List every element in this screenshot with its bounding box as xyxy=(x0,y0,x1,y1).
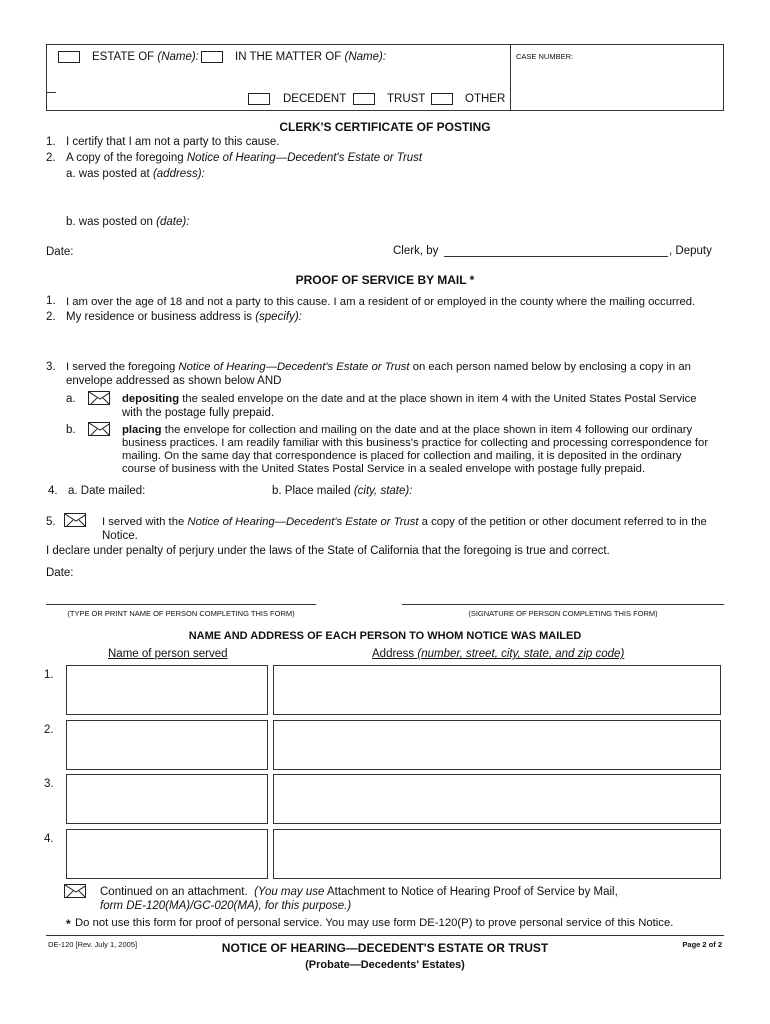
estate-of-checkbox[interactable] xyxy=(58,51,80,63)
proof-item1-num: 1. xyxy=(46,295,56,307)
proof-item1-text: I am over the age of 18 and not a party to this cause. I am a resident of or employed in the county where the mailing occurred. xyxy=(66,296,696,308)
page-number: Page 2 of 2 xyxy=(682,940,722,949)
proof-item3b-label: b. xyxy=(66,424,76,436)
star-mark: * xyxy=(66,917,71,931)
in-the-matter-of-label: IN THE MATTER OF (Name): xyxy=(235,51,387,63)
envelope-icon xyxy=(65,885,86,898)
form-id: DE-120 [Rev. July 1, 2005] xyxy=(48,940,138,949)
case-number-label: CASE NUMBER: xyxy=(516,52,574,61)
clerk-item2-num: 2. xyxy=(46,152,56,164)
type-name-caption: (TYPE OR PRINT NAME OF PERSON COMPLETING THIS FORM) xyxy=(67,609,295,618)
address-field-4[interactable] xyxy=(273,829,721,879)
row-number: 3. xyxy=(44,778,54,790)
proof-item5-text: I served with the Notice of Hearing—Decedent's Estate or Trust a copy of the petition or other document referred to in the xyxy=(102,516,707,528)
col-name-header: Name of person served xyxy=(108,648,228,660)
clerk-item2-text: A copy of the foregoing Notice of Hearing—Decedent's Estate or Trust xyxy=(66,152,423,164)
mailed-list-title: NAME AND ADDRESS OF EACH PERSON TO WHOM NOTICE WAS MAILED xyxy=(188,630,582,642)
proof-item3b-text: placing the envelope for collection and mailing on the date and at the place shown in item 4 following our ordinary xyxy=(122,424,693,436)
signature-caption: (SIGNATURE OF PERSON COMPLETING THIS FORM) xyxy=(468,609,658,618)
address-field-1[interactable] xyxy=(273,665,721,715)
envelope-icon xyxy=(89,423,110,436)
footer-subtitle: (Probate—Decedents' Estates) xyxy=(305,959,465,971)
continued-attachment-line2: form DE-120(MA)/GC-020(MA), for this purpose.) xyxy=(100,900,352,912)
row-number: 4. xyxy=(44,833,54,845)
other-label: OTHER xyxy=(465,93,506,105)
proof-item3b-line2: business practices. I am readily familiar with this business's practice for collecting and processing correspondence for xyxy=(122,437,709,449)
in-the-matter-of-checkbox[interactable] xyxy=(201,51,223,63)
proof-item3a-text: depositing the sealed envelope on the date and at the place shown in item 4 with the United States Postal Service xyxy=(122,393,697,405)
continued-attachment-text: Continued on an attachment. (You may use Attachment to Notice of Hearing Proof of Service by Mail, xyxy=(100,886,618,898)
envelope-icon xyxy=(65,514,86,527)
served-petition-checkbox[interactable] xyxy=(64,513,86,527)
clerk-item1-text: I certify that I am not a party to this cause. xyxy=(66,136,280,148)
proof-of-service-title: PROOF OF SERVICE BY MAIL * xyxy=(295,273,475,287)
trust-label: TRUST xyxy=(387,93,426,105)
proof-item3a-label: a. xyxy=(66,393,76,405)
proof-item5-num: 5. xyxy=(46,516,56,528)
clerk-signature-line[interactable] xyxy=(444,256,668,257)
perjury-declaration: I declare under penalty of perjury under the laws of the State of California that the foregoing is true and correct. xyxy=(46,545,610,557)
placing-checkbox[interactable] xyxy=(88,422,110,436)
printed-name-line[interactable] xyxy=(46,604,316,605)
address-field-2[interactable] xyxy=(273,720,721,770)
proof-item3a-line2: with the postage fully prepaid. xyxy=(122,407,275,419)
col-address-header: Address (number, street, city, state, and zip code) xyxy=(372,648,625,660)
envelope-icon xyxy=(89,392,110,405)
estate-of-label: ESTATE OF (Name): xyxy=(92,51,199,63)
header-tick xyxy=(46,92,56,93)
decedent-label: DECEDENT xyxy=(283,93,347,105)
header-divider xyxy=(510,44,511,111)
continued-attachment-checkbox[interactable] xyxy=(64,884,86,898)
proof-item3-num: 3. xyxy=(46,361,56,373)
row-number: 2. xyxy=(44,724,54,736)
name-field-4[interactable] xyxy=(66,829,268,879)
proof-date-label: Date: xyxy=(46,567,74,579)
proof-item2-num: 2. xyxy=(46,311,56,323)
clerk-item1-num: 1. xyxy=(46,136,56,148)
row-number: 1. xyxy=(44,669,54,681)
proof-item4-num: 4. xyxy=(48,485,58,497)
proof-item2-text: My residence or business address is (specify): xyxy=(66,311,302,323)
depositing-checkbox[interactable] xyxy=(88,391,110,405)
trust-checkbox[interactable] xyxy=(353,93,375,105)
other-checkbox[interactable] xyxy=(431,93,453,105)
decedent-checkbox[interactable] xyxy=(248,93,270,105)
proof-item5-line2: Notice. xyxy=(102,530,138,542)
name-field-1[interactable] xyxy=(66,665,268,715)
proof-item3b-line3: mailing. On the same day that correspondence is placed for collection and mailing, it is deposited in the ordinary xyxy=(122,450,682,462)
personal-service-note: Do not use this form for proof of personal service. You may use form DE-120(P) to prove personal service of this Notice. xyxy=(75,917,674,929)
name-field-3[interactable] xyxy=(66,774,268,824)
deputy-label: , Deputy xyxy=(669,245,712,257)
clerk-by-label: Clerk, by xyxy=(393,245,439,257)
proof-item3b-line4: course of business with the United States Postal Service in a sealed envelope with postage fully prepaid. xyxy=(122,463,646,475)
address-field-3[interactable] xyxy=(273,774,721,824)
clerk-certificate-title: CLERK'S CERTIFICATE OF POSTING xyxy=(279,120,491,134)
footer-title: NOTICE OF HEARING—DECEDENT'S ESTATE OR TRUST xyxy=(221,941,549,955)
place-mailed-label: b. Place mailed (city, state): xyxy=(272,485,413,497)
clerk-item2b: b. was posted on (date): xyxy=(66,216,190,228)
clerk-item2a: a. was posted at (address): xyxy=(66,168,205,180)
proof-item3-line2: envelope addressed as shown below AND xyxy=(66,375,282,387)
name-field-2[interactable] xyxy=(66,720,268,770)
clerk-date-label: Date: xyxy=(46,246,74,258)
date-mailed-label: a. Date mailed: xyxy=(68,485,146,497)
proof-item3-text: I served the foregoing Notice of Hearing—Decedent's Estate or Trust on each person named below by enclosing a copy in an xyxy=(66,361,691,373)
footer-rule xyxy=(46,935,724,936)
signature-line[interactable] xyxy=(402,604,724,605)
